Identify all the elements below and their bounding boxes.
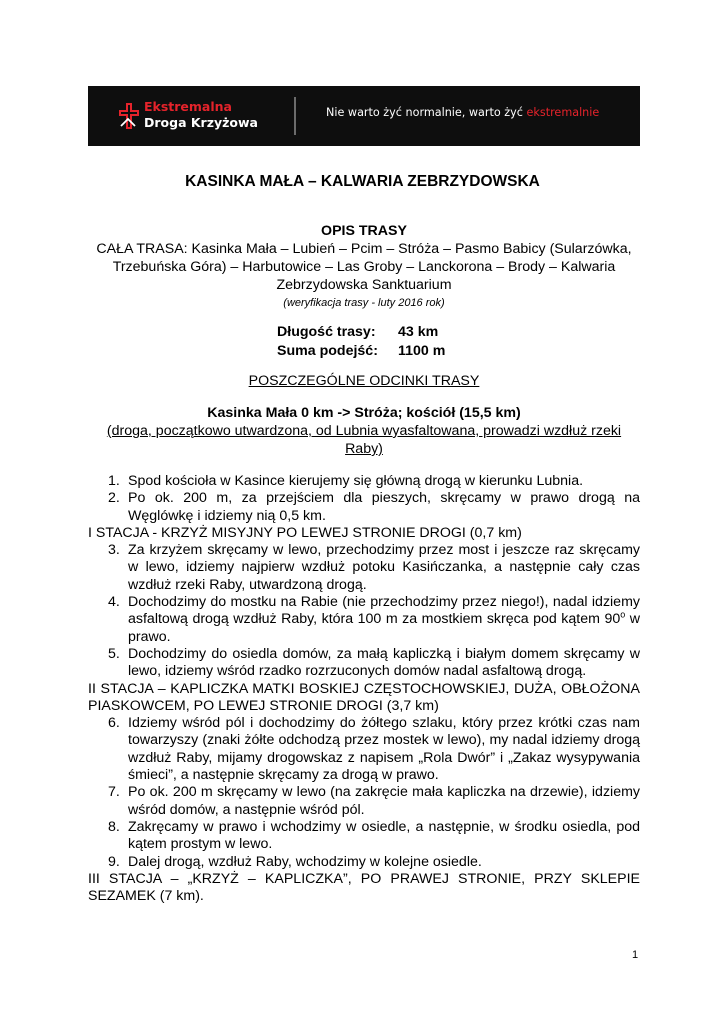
slogan <box>326 106 599 119</box>
step-text: Dochodzimy do osiedla domów, za małą kapliczką i białym domem skręcamy w lewo, idziemy wśród rzadko rozrzuconych domów nadal asfaltową drogą. <box>128 645 640 680</box>
segment-title: Kasinka Mała 0 km -> Stróża; kościół (15,5 km) <box>207 405 521 421</box>
list-item <box>88 542 640 594</box>
length-label: Długość trasy: <box>277 324 376 340</box>
step-number: 8. <box>108 818 120 835</box>
station-1: I STACJA - KRZYŻ MISYJNY PO LEWEJ STRONIE DROGI (0,7 km) <box>88 524 522 541</box>
step-text: Po ok. 200 m, za przejściem dla pieszych, skręcamy w prawo drogą na Węglówkę i idziemy nią 0,5 km. <box>128 490 640 524</box>
segment-desc-2: Raby) <box>345 441 383 457</box>
cross-logo-icon <box>118 102 140 130</box>
list-item <box>88 473 640 490</box>
header-banner <box>88 86 640 146</box>
verification-note: (weryfikacja trasy - luty 2016 rok) <box>283 297 445 309</box>
list-item <box>88 784 640 819</box>
sections-heading: POSZCZEGÓLNE ODCINKI TRASY <box>248 373 480 389</box>
length-value: 43 km <box>398 324 439 340</box>
logo-line1: Ekstremalna <box>144 99 232 114</box>
degree-sign: o <box>620 609 626 620</box>
list-item <box>88 594 640 646</box>
page-title: KASINKA MAŁA – KALWARIA ZEBRZYDOWSKA <box>185 173 540 190</box>
station-2: II STACJA – KAPLICZKA MATKI BOSKIEJ CZĘSTOCHOWSKIEJ, DUŻA, OBŁOŻONA PIASKOWCEM, PO LEWEJ STRONIE DROGI (3,7 km) <box>88 680 640 714</box>
step-text: Po ok. 200 m skręcamy w lewo (na zakręcie mała kapliczka na drzewie), idziemy wśród domów, a następnie wśród pól. <box>128 784 640 818</box>
step-number: 7. <box>108 784 120 801</box>
step-number: 5. <box>108 645 120 662</box>
slogan-main: Nie warto żyć normalnie, warto żyć <box>326 106 527 119</box>
route-description <box>88 222 640 312</box>
opis-heading: OPIS TRASY <box>321 223 407 239</box>
segment-header <box>88 404 640 458</box>
step-text: Dochodzimy do mostku na Rabie (nie przechodzimy przez niego!), nadal idziemy asfaltową drogą wzdłuż Raby, która 100 m za mostkiem skręca pod kątem 90 <box>128 594 640 628</box>
route-line-3: Zebrzydowska Sanktuarium <box>276 277 452 293</box>
step-number: 4. <box>108 594 120 611</box>
list-item <box>88 715 640 784</box>
list-item <box>88 490 640 525</box>
ascent-value: 1100 m <box>398 343 446 359</box>
station-3: III STACJA – „KRZYŻ – KAPLICZKA”, PO PRAWEJ STRONIE, PRZY SKLEPIE SEZAMEK (7 km). <box>88 870 640 905</box>
route-line-1: CAŁA TRASA: Kasinka Mała – Lubień – Pcim – Stróża – Pasmo Babicy (Sularzówka, <box>96 241 632 257</box>
route-line-2: Trzebuńska Góra) – Harbutowice – Las Groby – Lanckorona – Brody – Kalwaria <box>112 259 616 275</box>
list-item <box>88 646 640 681</box>
step-number: 3. <box>108 542 120 559</box>
header-divider <box>294 97 296 135</box>
ascent-label: Suma podejść: <box>277 343 378 359</box>
step-text: Spod kościoła w Kasince kierujemy się główną drogą w kierunku Lubnia. <box>128 473 584 489</box>
logo-line2: Droga Krzyżowa <box>144 115 258 130</box>
list-item <box>88 854 640 871</box>
page-number: 1 <box>632 949 639 961</box>
segment-desc-1: (droga, początkowo utwardzona, od Lubnia wyasfaltowana, prowadzi wzdłuż rzeki <box>106 423 622 439</box>
step-text-end: w prawo. <box>128 611 640 645</box>
steps-list <box>88 473 640 905</box>
step-text: Za krzyżem skręcamy w lewo, przechodzimy przez most i jeszcze raz skręcamy w lewo, idziemy najpierw wzdłuż potoku Kasińczanka, a następnie cały czas wzdłuż rzeki Raby, utwardzoną drogą. <box>128 542 640 593</box>
slogan-accent: ekstremalnie <box>526 106 600 119</box>
step-number: 6. <box>108 715 120 732</box>
step-text: Dalej drogą, wzdłuż Raby, wchodzimy w kolejne osiedle. <box>128 853 482 870</box>
list-item <box>88 819 640 854</box>
step-number: 1. <box>108 473 120 489</box>
logo <box>118 98 268 134</box>
step-text: Idziemy wśród pól i dochodzimy do żółtego szlaku, który przez krótki czas nam towarzyszy (znaki żółte odchodzą przez mostek w lewo), my nadal idziemy drogą wzdłuż Raby, mijamy drogowskaz z napisem „Rola Dwór” i „Zakaz wysypywania śmieci”, a następnie skręcamy za drogą w prawo. <box>128 715 640 784</box>
step-number: 2. <box>108 490 120 507</box>
step-text: Zakręcamy w prawo i wchodzimy w osiedle, a następnie, w środku osiedla, pod kątem prostym w lewo. <box>128 818 640 853</box>
route-stats <box>0 323 725 361</box>
step-number: 9. <box>108 853 120 870</box>
